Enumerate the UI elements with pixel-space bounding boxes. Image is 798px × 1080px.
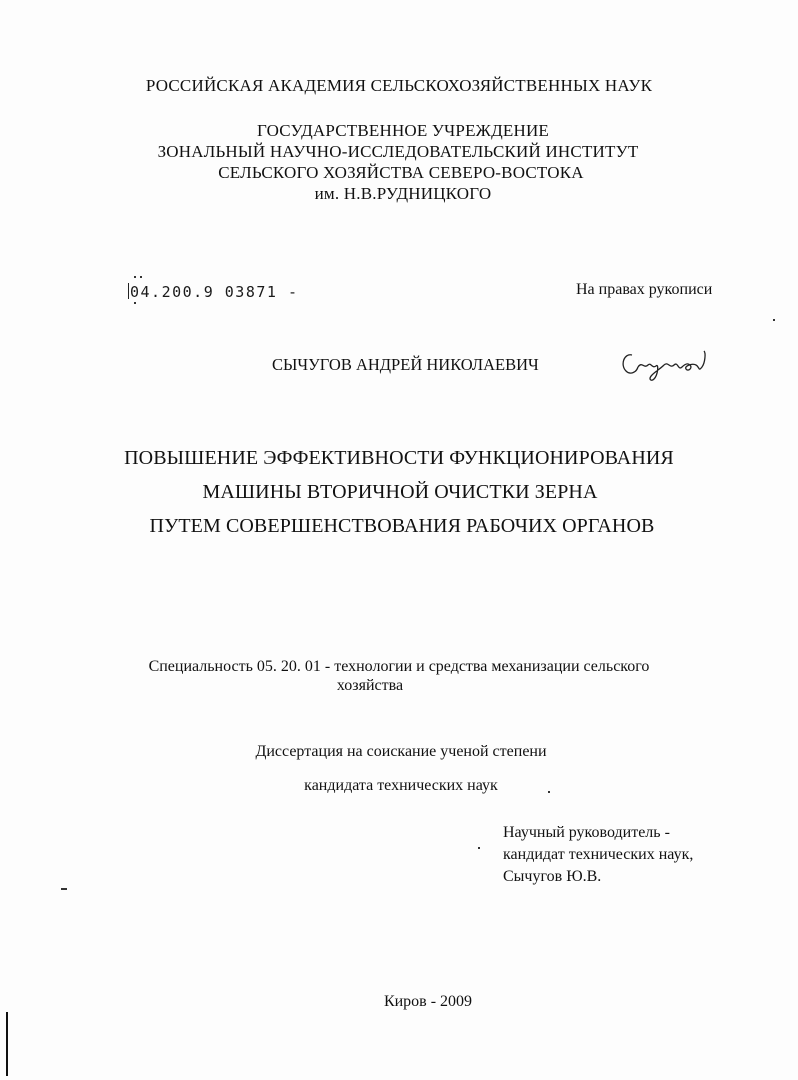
- degree-line: Диссертация на соискание ученой степени: [255, 743, 547, 760]
- manuscript-note: На правах рукописи: [576, 281, 713, 298]
- scan-edge-line: [6, 1012, 8, 1076]
- title-line: МАШИНЫ ВТОРИЧНОЙ ОЧИСТКИ ЗЕРНА: [202, 481, 598, 503]
- author-signature: [618, 345, 714, 385]
- degree-line: кандидата технических наук: [304, 777, 498, 794]
- city-year: [0, 993, 798, 1011]
- registration-number: [128, 283, 299, 301]
- scan-speck: [61, 888, 67, 890]
- supervisor-line: кандидат технических наук,: [503, 846, 694, 863]
- stamp-bar-mark: [128, 283, 129, 299]
- scan-speck: [478, 847, 480, 849]
- dissertation-title: [0, 441, 798, 543]
- institution-line: им. Н.В.РУДНИЦКОГО: [314, 184, 492, 203]
- scan-speck: [548, 791, 550, 793]
- scan-speck: [134, 276, 136, 278]
- institution-line: СЕЛЬСКОГО ХОЗЯЙСТВА СЕВЕРО-ВОСТОКА: [218, 163, 584, 182]
- institution-line: ГОСУДАРСТВЕННОЕ УЧРЕЖДЕНИЕ: [256, 121, 550, 140]
- institution-line: ЗОНАЛЬНЫЙ НАУЧНО-ИССЛЕДОВАТЕЛЬСКИЙ ИНСТИТУТ: [157, 142, 639, 161]
- registration-number-text: 04.200.9 03871: [130, 283, 278, 301]
- speciality: [0, 657, 798, 695]
- academy-heading: РОССИЙСКАЯ АКАДЕМИЯ СЕЛЬСКОХОЗЯЙСТВЕННЫХ НАУК: [145, 76, 653, 95]
- supervisor-line: Сычугов Ю.В.: [503, 868, 602, 885]
- scan-speck: [773, 319, 775, 321]
- scan-speck: [140, 276, 142, 278]
- city-year-text: Киров - 2009: [383, 993, 473, 1010]
- speciality-line: хозяйства: [336, 677, 404, 694]
- stamp-dash-mark: -: [277, 283, 299, 301]
- title-line: ПУТЕМ СОВЕРШЕНСТВОВАНИЯ РАБОЧИХ ОРГАНОВ: [149, 515, 655, 537]
- title-line: ПОВЫШЕНИЕ ЭФФЕКТИВНОСТИ ФУНКЦИОНИРОВАНИЯ: [124, 447, 674, 469]
- speciality-line: Специальность 05. 20. 01 - технологии и средства механизации сельского: [148, 658, 650, 675]
- institution-block: [0, 120, 798, 204]
- degree-statement: [0, 735, 798, 803]
- scientific-supervisor: [503, 822, 693, 888]
- author-name: СЫЧУГОВ АНДРЕЙ НИКОЛАЕВИЧ: [272, 355, 539, 374]
- supervisor-line: Научный руководитель -: [503, 824, 670, 841]
- scan-speck: [134, 302, 136, 304]
